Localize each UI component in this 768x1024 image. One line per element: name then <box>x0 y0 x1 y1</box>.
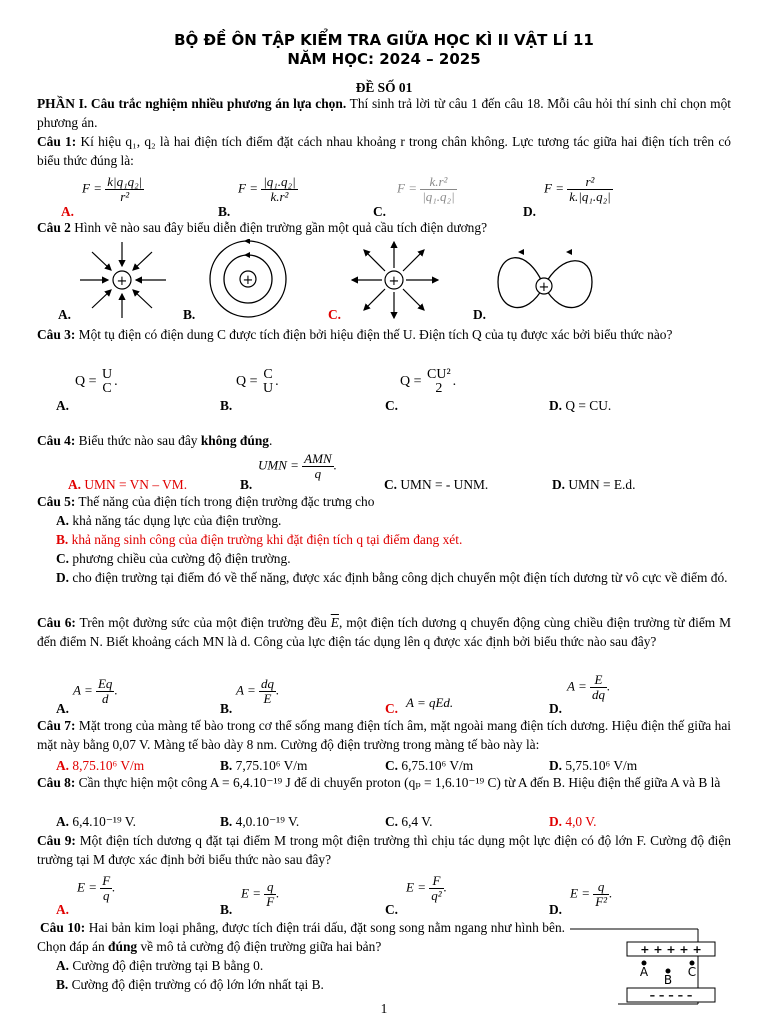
q7-d-text: 5,75.10⁶ V/m <box>562 758 638 773</box>
q4-text: Biểu thức nào sau đây <box>75 433 201 448</box>
q2-option-d[interactable]: D. <box>473 307 487 322</box>
q2c-plus-sign: + <box>388 274 400 289</box>
q1-formula-a <box>82 175 144 204</box>
q3-fc-dot: . <box>452 374 457 390</box>
q9-formula-a <box>77 874 115 903</box>
school-year: NĂM HỌC: 2024 – 2025 <box>287 50 481 68</box>
q9-text: Một điện tích dương q đặt tại điểm M trong một điện trường thì chịu tác dụng một lực điện có độ lớn F. Cường độ điện trường tại M được xác định bởi biểu thức nào sau đây? <box>37 833 731 867</box>
q4-label: Câu 4: <box>37 433 76 448</box>
q4-c-text: UMN = - UNM. <box>397 477 489 492</box>
q5-c-text: phương chiều của cường độ điện trường. <box>69 551 291 566</box>
q2-figure-d <box>496 244 596 322</box>
q7-text: Mặt trong của màng tế bào trong cơ thể sống mang điện tích âm, mặt ngoài mang điện tích dương. Hiệu điện thế giữa hai mặt này bằng 0,07 V. Màng tế bào dày 8 nm. Cường độ điện trường trong màng tế bào này là: <box>37 718 731 752</box>
q10-a-text: Cường độ điện trường tại B bằng 0. <box>69 958 264 973</box>
question-9 <box>37 831 731 869</box>
question-8 <box>37 773 731 792</box>
q1-option-d[interactable]: D. <box>523 204 537 219</box>
q3-fb-dot: . <box>275 374 279 390</box>
q6-formula-d <box>567 673 610 702</box>
q1-fd-lhs: F = <box>544 180 564 196</box>
q1-fb-den: k.r² <box>270 189 289 204</box>
q9-option-a[interactable]: A. <box>56 902 70 917</box>
q9-fc-den: q² <box>431 888 442 903</box>
q6-option-d[interactable]: D. <box>549 701 563 716</box>
q3-fa-den: C <box>102 381 112 396</box>
q3-label: Câu 3: <box>37 327 76 342</box>
q4-fb-den: q <box>314 466 322 481</box>
question-10 <box>37 918 565 956</box>
question-2 <box>37 218 731 237</box>
q6-option-a[interactable]: A. <box>56 701 70 716</box>
q1-fc-den: |q₁.q₂| <box>422 189 455 204</box>
q6-option-c[interactable]: C. <box>385 701 399 716</box>
q6-text-1: Trên một đường sức của một điện trường đều <box>75 615 331 630</box>
q10-text-2: về mô tả cường độ điện trường giữa hai bản? <box>137 939 382 954</box>
exam-number: ĐỀ SỐ 01 <box>355 80 413 95</box>
q7-label: Câu 7: <box>37 718 76 733</box>
q10-option-b[interactable]: B. <box>56 977 69 992</box>
q6-formula-b <box>236 677 279 706</box>
q6-fd-dot: . <box>606 678 611 694</box>
q3-fb-num: C <box>263 367 273 382</box>
q4-a-text: UMN = VN – VM. <box>81 477 188 492</box>
q9-fa-num: F <box>102 873 111 888</box>
q10-point-a-label: A <box>639 965 649 979</box>
q3-fb-lhs: Q = <box>236 374 258 390</box>
q10-text-1: Hai bản kim loại phẳng, được tích điện trái dấu, đặt song song nằm ngang như hình bên. Chọn đáp án <box>37 920 565 954</box>
q1-fa-num: k|q₁q₂| <box>107 174 143 189</box>
q6-fa-num: Eq <box>97 676 113 691</box>
q3-fc-num: CU² <box>427 367 451 382</box>
q1-formula-d <box>544 175 613 204</box>
q1-fd-num: r² <box>567 175 612 190</box>
q6-fb-dot: . <box>275 682 280 698</box>
q10-option-a-row <box>56 956 263 975</box>
q9-fc-lhs: E = <box>406 879 426 895</box>
q3-option-b[interactable]: B. <box>220 398 233 413</box>
q9-option-b[interactable]: B. <box>220 902 233 917</box>
q9-fa-dot: . <box>112 879 116 895</box>
q5-text: Thế năng của điện tích trong điện trường đặc trưng cho <box>75 494 375 509</box>
q2-figure-a <box>78 240 168 320</box>
q7-option-c[interactable]: C. <box>385 758 399 773</box>
q7-c-text: 6,75.10⁶ V/m <box>398 758 474 773</box>
q8-option-b[interactable]: B. <box>220 814 233 829</box>
q5-label: Câu 5: <box>37 494 76 509</box>
q2-option-b[interactable]: B. <box>183 307 196 322</box>
q1-fa-den: r² <box>120 189 130 204</box>
q6-text-2: , một điện tích dương q chuyển động cùng chiều điện trường từ điểm M đến điểm N. Biết khoảng cách MN là d. Công của lực điện tác dụng lên q được xác định bởi biểu thức nào sau đây? <box>37 615 731 649</box>
q3-text: Một tụ điện có điện dung C được tích điện bởi hiệu điện thế U. Điện tích Q của tụ được xác bởi biểu thức nào? <box>75 327 673 342</box>
q5-option-d-row <box>37 568 731 587</box>
q6-fd-lhs: A = <box>567 678 587 694</box>
q3-formula-c <box>400 368 456 396</box>
question-7 <box>37 716 731 754</box>
q3-formula-a <box>75 368 118 396</box>
q2-option-c[interactable]: C. <box>328 307 342 322</box>
q9-fd-lhs: E = <box>570 885 590 901</box>
q5-option-c-row <box>56 549 291 568</box>
q6-fa-den: d <box>101 691 109 706</box>
q3-fa-lhs: Q = <box>75 374 97 390</box>
q2-figure-b <box>204 239 294 319</box>
question-3 <box>37 325 731 344</box>
q10-label: Câu 10: <box>40 920 86 935</box>
q4-formula-b <box>258 452 337 481</box>
q4-fb-num: AMN <box>304 451 332 466</box>
q6-fd-den: dq <box>591 687 605 702</box>
q7-option-d[interactable]: D. <box>549 758 563 773</box>
q10-point-b-label: B <box>663 973 673 987</box>
question-4 <box>37 431 731 450</box>
q1-label: Câu 1: <box>37 134 77 149</box>
q9-fd-num: q <box>593 880 609 895</box>
part1-instruction <box>37 94 731 132</box>
q9-fa-lhs: E = <box>77 879 97 895</box>
q1-fa-lhs: F = <box>82 180 102 196</box>
q8-option-c[interactable]: C. <box>385 814 399 829</box>
q8-option-b-row <box>220 812 299 831</box>
q5-option-b[interactable]: B. <box>56 532 69 547</box>
q9-formula-d <box>570 880 612 909</box>
q10-plates-figure <box>570 926 720 1008</box>
q3-fc-lhs: Q = <box>400 374 422 390</box>
q9-fc-num: F <box>429 874 443 889</box>
q5-option-c[interactable]: C. <box>56 551 70 566</box>
q1-fc-num: k.r² <box>420 175 456 190</box>
q6-e-symbol: $\overline{E}$ <box>330 615 339 630</box>
q1-fb-lhs: F = <box>238 180 258 196</box>
q5-b-text: khả năng sinh công của điện trường khi đặt điện tích q tại điểm đang xét. <box>68 532 463 547</box>
question-5 <box>37 492 731 511</box>
q4-option-d[interactable]: D. <box>552 477 566 492</box>
q8-b-text: 4,0.10⁻¹⁹ V. <box>232 814 300 829</box>
q1-fb-num: |q₁.q₂| <box>263 174 296 189</box>
q3-fb-den: U <box>263 381 274 396</box>
q9-option-d[interactable]: D. <box>549 902 563 917</box>
q2-option-a[interactable]: A. <box>58 307 72 322</box>
q1-option-c[interactable]: C. <box>373 204 387 219</box>
q6-fb-lhs: A = <box>236 682 256 698</box>
q7-option-b[interactable]: B. <box>220 758 233 773</box>
q8-label: Câu 8: <box>37 775 76 790</box>
q5-a-text: khả năng tác dụng lực của điện trường. <box>69 513 282 528</box>
q9-option-c[interactable]: C. <box>385 902 399 917</box>
q5-option-d[interactable]: D. <box>56 570 70 585</box>
q3-option-a[interactable]: A. <box>56 398 70 413</box>
q8-d-text: 4,0 V. <box>562 814 597 829</box>
q4-fb-lhs: UMN = <box>258 457 299 473</box>
q4-option-c[interactable]: C. <box>384 477 398 492</box>
question-1 <box>37 132 731 170</box>
q6-option-b[interactable]: B. <box>220 701 233 716</box>
q10-minus-signs: – – – – – <box>649 989 693 1002</box>
q3-fc-den: 2 <box>435 381 443 396</box>
part1-instruction-text: Thí sinh trả lời từ câu 1 đến câu 18. Mỗi câu hỏi thí sinh chỉ chọn một phương án. <box>37 96 731 130</box>
q3-option-d-row <box>549 396 611 415</box>
q4-fb-dot: . <box>333 457 337 473</box>
q6-formula-a <box>73 677 118 706</box>
q6-fa-dot: . <box>114 682 118 698</box>
q9-fb-den: F <box>266 894 275 909</box>
q5-option-b-row <box>56 530 462 549</box>
q4-text-end: . <box>268 433 273 448</box>
q10-b-text: Cường độ điện trường có độ lớn lớn nhất tại B. <box>68 977 324 992</box>
q6-formula-c: A = qEd. <box>406 695 454 710</box>
q2-label: Câu 2 <box>37 220 71 235</box>
q2a-plus-sign: + <box>116 274 128 289</box>
q3-formula-b <box>236 368 279 396</box>
q4-text-bold: không đúng <box>200 433 269 448</box>
q9-fa-den: q <box>102 888 110 903</box>
q9-label: Câu 9: <box>37 833 76 848</box>
q8-option-c-row <box>385 812 433 831</box>
q4-d-text: UMN = E.d. <box>565 477 636 492</box>
q9-fd-dot: . <box>609 885 613 901</box>
q3-fd: Q = CU. <box>565 398 612 413</box>
q1-text: Kí hiệu q₁, q₂ là hai điện tích điểm đặt cách nhau khoảng r trong chân không. Lực tương tác giữa hai điện tích trên có biểu thức đúng là: <box>37 134 731 168</box>
q4-option-a[interactable]: A. <box>68 477 82 492</box>
q10-text-bold: đúng <box>108 939 138 954</box>
q10-option-b-row <box>56 975 324 994</box>
q5-option-a-row <box>56 511 281 530</box>
q5-option-a[interactable]: A. <box>56 513 70 528</box>
q2d-plus-sign: + <box>538 280 550 295</box>
q7-option-a[interactable]: A. <box>56 758 70 773</box>
page-number: 1 <box>380 1001 388 1016</box>
q3-fa-dot: . <box>114 374 118 390</box>
q9-fb-lhs: E = <box>241 885 261 901</box>
q10-option-a[interactable]: A. <box>56 958 70 973</box>
q1-option-b[interactable]: B. <box>218 204 231 219</box>
q8-option-a-row <box>56 812 136 831</box>
q1-formula-c <box>397 175 457 204</box>
q8-option-a[interactable]: A. <box>56 814 70 829</box>
q1-fc-lhs: F = <box>397 180 417 196</box>
q9-fc-dot: . <box>443 879 447 895</box>
q2b-plus-sign: + <box>242 273 254 288</box>
q10-plus-signs: + + + + + <box>640 943 702 956</box>
question-6 <box>37 613 731 651</box>
q1-fd-den: k.|q₁.q₂| <box>569 189 611 204</box>
q9-formula-c <box>406 874 447 903</box>
q9-formula-b <box>241 880 279 909</box>
q2-figure-c <box>350 240 440 320</box>
q8-option-d-row <box>549 812 597 831</box>
q7-a-text: 8,75.10⁶ V/m <box>69 758 145 773</box>
q6-fa-lhs: A = <box>73 682 93 698</box>
q8-option-d[interactable]: D. <box>549 814 563 829</box>
q9-fb-dot: . <box>276 885 280 901</box>
q2-text: Hình vẽ nào sau đây biểu diễn điện trường gần một quả cầu tích điện dương? <box>70 220 488 235</box>
q10-point-c-label: C <box>687 965 697 979</box>
document-title: BỘ ĐỀ ÔN TẬP KIỂM TRA GIỮA HỌC KÌ II VẬT LÍ 11 <box>174 31 594 49</box>
q3-fa-num: U <box>102 367 113 382</box>
q5-d-text: cho điện trường tại điểm đó về thế năng, được xác định bằng công dịch chuyển một điện tích dương từ vô cực về điểm đó. <box>69 570 728 585</box>
q8-text: Cần thực hiện một công A = 6,4.10⁻¹⁹ J để di chuyển proton (qₚ = 1,6.10⁻¹⁹ C) từ A đến B. Hiệu điện thế giữa A và B là <box>75 775 721 790</box>
part1-heading: PHẦN I. Câu trắc nghiệm nhiều phương án lựa chọn. <box>37 96 347 111</box>
q9-fb-num: q <box>264 880 276 895</box>
q8-a-text: 6,4.10⁻¹⁹ V. <box>69 814 137 829</box>
q6-fb-num: dq <box>260 676 274 691</box>
q6-fd-num: E <box>590 673 607 688</box>
q3-option-c[interactable]: C. <box>385 398 399 413</box>
q4-option-b[interactable]: B. <box>240 477 253 492</box>
q7-b-text: 7,75.10⁶ V/m <box>232 758 308 773</box>
q8-c-text: 6,4 V. <box>398 814 433 829</box>
q3-option-d[interactable]: D. <box>549 398 563 413</box>
q9-fd-den: F² <box>595 894 608 909</box>
q6-fb-den: E <box>263 691 272 706</box>
q1-formula-b <box>238 175 298 204</box>
q6-label: Câu 6: <box>37 615 76 630</box>
q1-option-a[interactable]: A. <box>61 204 75 219</box>
